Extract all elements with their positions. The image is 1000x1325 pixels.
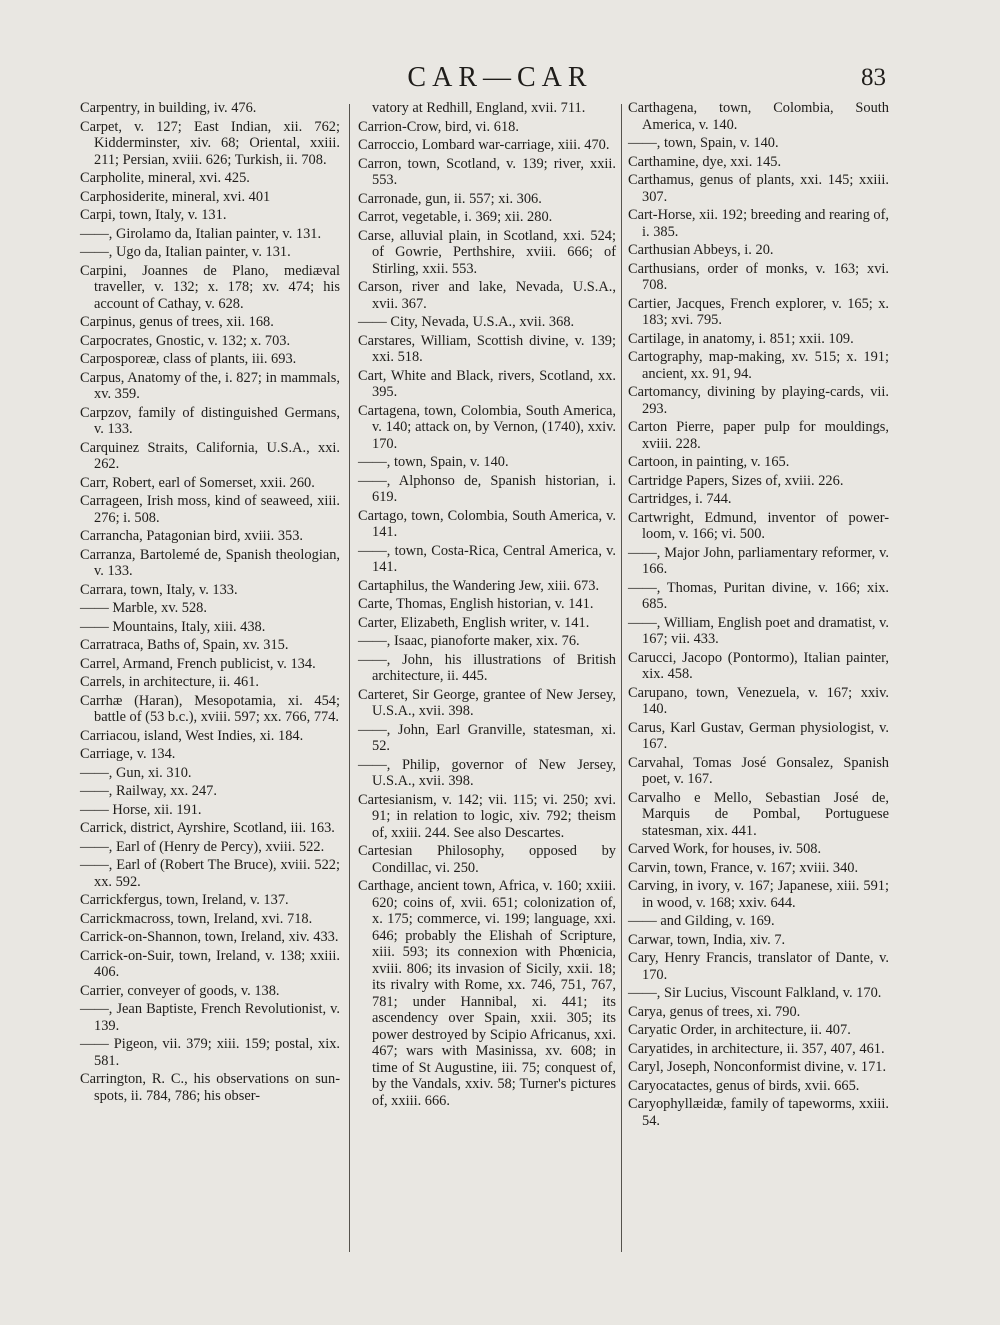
index-entry: Carthage, ancient town, Africa, v. 160; xxiii. 620; coins of, xvii. 651; colonization of, x. 175; commerce, vi. 199; language, xxi. 646; probably the Elishah of Scripture, xiii. 593; its connexion with Phœnicia, xviii. 806; its invasion of Sicily, xxii. 18; its rivalry with Rome, xx. 746, 751, 767, 781; under Hannibal, xi. 441; its ascendency over Spain, xxii. 305; its power destroyed by Scipio Africanus, xxi. 467; wars with Masinissa, xv. 608; in time of St Augustine, iii. 75; conquest of, by the Vandals, xxiv. 58; Turner's pictures of, xxiii. 666. [358,878,616,1109]
index-entry: ——, Sir Lucius, Viscount Falkland, v. 170. [628,985,882,1001]
index-entry: ——, Ugo da, Italian painter, v. 131. [80,244,291,260]
index-entry: ——, Thomas, Puritan divine, v. 166; xix. 685. [628,579,889,612]
index-entry: Carpini, Joannes de Plano, mediæval traveller, v. 132; x. 178; xv. 474; his account of Cathay, v. 628. [80,262,340,312]
column-divider [349,104,350,1252]
index-entry: Carroccio, Lombard war-carriage, xiii. 470. [358,137,610,153]
index-entry: Caryatides, in architecture, ii. 357, 407, 461. [628,1040,885,1057]
index-entry: Carthamine, dye, xxi. 145. [628,153,782,170]
index-entry: —— Pigeon, vii. 379; xiii. 159; postal, xix. 581. [80,1036,340,1069]
index-entry: Caryocatactes, genus of birds, xvii. 665. [628,1077,860,1094]
index-entry: Carronade, gun, ii. 557; xi. 306. [358,190,542,207]
index-entry: Carrageen, Irish moss, kind of seaweed, xiii. 276; i. 508. [80,493,340,526]
index-entry: Carrick-on-Shannon, town, Ireland, xiv. 433. [80,929,339,945]
page-title: CAR—CAR [407,62,593,93]
index-entry: Carpi, town, Italy, v. 131. [80,207,227,223]
index-entry: —— Marble, xv. 528. [80,600,207,616]
index-column-1 [80,100,340,1106]
index-entry: Carstares, William, Scottish divine, v. 139; xxi. 518. [358,332,616,365]
index-entry: Cartaphilus, the Wandering Jew, xiii. 673. [358,577,600,594]
index-entry: Carthusians, order of monks, v. 163; xvi. 708. [628,260,889,293]
index-entry: Cartesian Philosophy, opposed by Condillac, vi. 250. [358,843,616,876]
index-entry: Carrancha, Patagonian bird, xviii. 353. [80,528,303,544]
index-entry: ——, town, Spain, v. 140. [358,454,509,470]
index-entry: Cary, Henry Francis, translator of Dante, v. 170. [628,950,889,983]
index-entry: Carthusian Abbeys, i. 20. [628,242,774,258]
index-entry: Carrickmacross, town, Ireland, xvi. 718. [80,910,313,927]
index-entry: ——, town, Spain, v. 140. [628,135,779,151]
index-entry: Cart, White and Black, rivers, Scotland, xx. 395. [358,367,616,400]
index-entry: Carson, river and lake, Nevada, U.S.A., xvii. 367. [358,279,616,312]
index-entry: Cartridges, i. 744. [628,491,732,507]
index-entry: Carpocrates, Gnostic, v. 132; x. 703. [80,332,291,349]
index-entry: Carte, Thomas, English historian, v. 141. [358,596,594,612]
index-entry: Cartago, town, Colombia, South America, v. 141. [358,507,616,540]
index-entry: Carter, Elizabeth, English writer, v. 141. [358,614,590,631]
index-entry: Carrara, town, Italy, v. 133. [80,581,238,598]
index-entry: Carucci, Jacopo (Pontormo), Italian painter, xix. 458. [628,649,889,682]
index-entry: Carrhæ (Haran), Mesopotamia, xi. 454; battle of (53 b.c.), xviii. 597; xx. 766, 774. [80,692,340,725]
index-entry: —— and Gilding, v. 169. [628,913,775,929]
index-entry: Carrickfergus, town, Ireland, v. 137. [80,892,289,908]
index-entry: Carrel, Armand, French publicist, v. 134. [80,655,316,672]
index-entry: Cartomancy, divining by playing-cards, vii. 293. [628,384,889,417]
index-entry: ——, John, his illustrations of British architecture, ii. 445. [358,651,616,684]
index-entry: Carrick, district, Ayrshire, Scotland, iii. 163. [80,820,335,836]
index-entry: Carrier, conveyer of goods, v. 138. [80,982,280,999]
index-column-3 [628,100,889,1131]
index-entry: Carposporeæ, class of plants, iii. 693. [80,351,297,367]
index-entry: Cartilage, in anatomy, i. 851; xxii. 109. [628,330,854,347]
index-entry: ——, Philip, governor of New Jersey, U.S.A., xvii. 398. [358,756,616,789]
running-head [0,62,1000,98]
index-entry: Carteret, Sir George, grantee of New Jersey, U.S.A., xvii. 398. [358,686,616,719]
index-entry: Carvalho e Mello, Sebastian José de, Marquis de Pombal, Portuguese statesman, xix. 441. [628,789,889,839]
column-divider [621,104,622,1252]
index-entry: Caryatic Order, in architecture, ii. 407. [628,1022,851,1038]
index-entry: Caryophyllæidæ, family of tapeworms, xxiii. 54. [628,1096,889,1129]
index-entry: Carquinez Straits, California, U.S.A., xxi. 262. [80,439,340,472]
index-entry: Carthagena, town, Colombia, South America, v. 140. [628,100,889,133]
index-entry: Carthamus, genus of plants, xxi. 145; xxiii. 307. [628,172,889,205]
index-entry: Cartesianism, v. 142; vii. 115; vi. 250; xvi. 91; in relation to logic, xiv. 792; theism of, xxiii. 244. See also Descartes. [358,791,616,841]
index-entry: ——, Isaac, pianoforte maker, xix. 76. [358,633,580,649]
index-entry: Carpet, v. 127; East Indian, xii. 762; Kidderminster, xiv. 68; Oriental, xxiii. 211; Persian, xviii. 626; Turkish, ii. 708. [80,118,340,168]
index-entry: Carpzov, family of distinguished Germans, v. 133. [80,404,340,437]
index-column-2 [358,100,616,1111]
index-entry: Carranza, Bartolemé de, Spanish theologian, v. 133. [80,546,340,579]
index-entry: Carus, Karl Gustav, German physiologist, v. 167. [628,719,889,752]
index-entry: Caryl, Joseph, Nonconformist divine, v. 171. [628,1059,887,1075]
index-entry: Carse, alluvial plain, in Scotland, xxi. 524; of Gowrie, Perthshire, xviii. 666; of Stirling, xxii. 553. [358,227,616,277]
index-entry: ——, Major John, parliamentary reformer, v. 166. [628,544,889,577]
index-entry: ——, Jean Baptiste, French Revolutionist, v. 139. [80,1001,340,1034]
index-entry: ——, Railway, xx. 247. [80,783,217,799]
index-entry: Carving, in ivory, v. 167; Japanese, xiii. 591; in wood, v. 168; xxiv. 644. [628,878,889,911]
index-entry: ——, Earl of (Robert The Bruce), xviii. 522; xx. 592. [80,857,340,890]
index-entry: Carron, town, Scotland, v. 139; river, xxii. 553. [358,155,616,188]
index-entry: —— City, Nevada, U.S.A., xvii. 368. [358,314,575,330]
index-entry: Carrick-on-Suir, town, Ireland, v. 138; xxiii. 406. [80,947,340,980]
index-entry: Carvahal, Tomas José Gonsalez, Spanish poet, v. 167. [628,754,889,787]
index-entry: ——, Girolamo da, Italian painter, v. 131. [80,225,322,242]
index-entry: Carriacou, island, West Indies, xi. 184. [80,727,304,744]
index-entry: ——, Earl of (Henry de Percy), xviii. 522. [80,838,325,855]
index-entry: Cartwright, Edmund, inventor of power-loom, v. 166; vi. 500. [628,509,889,542]
index-entry: Carpentry, in building, iv. 476. [80,100,257,116]
index-entry: Cartoon, in painting, v. 165. [628,454,790,470]
index-entry: Carrels, in architecture, ii. 461. [80,674,260,690]
index-entry: Carrion-Crow, bird, vi. 618. [358,118,519,135]
index-entry: Carpholite, mineral, xvi. 425. [80,170,250,186]
index-entry: —— Mountains, Italy, xiii. 438. [80,618,266,635]
index-entry: Cartography, map-making, xv. 515; x. 191; ancient, xx. 91, 94. [628,349,889,382]
index-entry: Carwar, town, India, xiv. 7. [628,931,786,948]
index-entry: ——, John, Earl Granville, statesman, xi. 52. [358,721,616,754]
index-entry: Carupano, town, Venezuela, v. 167; xxiv. 140. [628,684,889,717]
index-entry: Carved Work, for houses, iv. 508. [628,841,822,857]
index-entry: Carpus, Anatomy of the, i. 827; in mammals, xv. 359. [80,369,340,402]
index-entry: Cartagena, town, Colombia, South America, v. 140; attack on, by Vernon, (1740), xxiv. 170. [358,402,616,452]
index-entry: Cartridge Papers, Sizes of, xviii. 226. [628,472,844,489]
index-entry: Carpinus, genus of trees, xii. 168. [80,314,274,330]
index-entry: Carphosiderite, mineral, xvi. 401 [80,188,271,205]
index-entry: Cartier, Jacques, French explorer, v. 165; x. 183; xvi. 795. [628,295,889,328]
index-entry: Carton Pierre, paper pulp for mouldings, xviii. 228. [628,419,889,452]
index-entry: Carrington, R. C., his observations on sun-spots, ii. 784, 786; his obser- [80,1071,340,1104]
index-entry: Carvin, town, France, v. 167; xviii. 340. [628,859,859,876]
index-entry: ——, Alphonso de, Spanish historian, i. 619. [358,472,616,505]
index-entry: Carya, genus of trees, xi. 790. [628,1003,801,1020]
index-entry: Carratraca, Baths of, Spain, xv. 315. [80,637,289,653]
index-entry: Carriage, v. 134. [80,746,176,762]
index-entry: ——, William, English poet and dramatist, v. 167; vii. 433. [628,614,889,647]
index-entry: Cart-Horse, xii. 192; breeding and rearing of, i. 385. [628,207,889,240]
index-entry: ——, Gun, xi. 310. [80,764,192,781]
page-number: 83 [861,64,886,91]
index-entry: ——, town, Costa-Rica, Central America, v. 141. [358,542,616,575]
index-entry: —— Horse, xii. 191. [80,801,202,818]
index-entry: Carrot, vegetable, i. 369; xii. 280. [358,209,553,225]
index-entry: vatory at Redhill, England, xvii. 711. [372,100,586,116]
index-entry: Carr, Robert, earl of Somerset, xxii. 260. [80,474,315,491]
